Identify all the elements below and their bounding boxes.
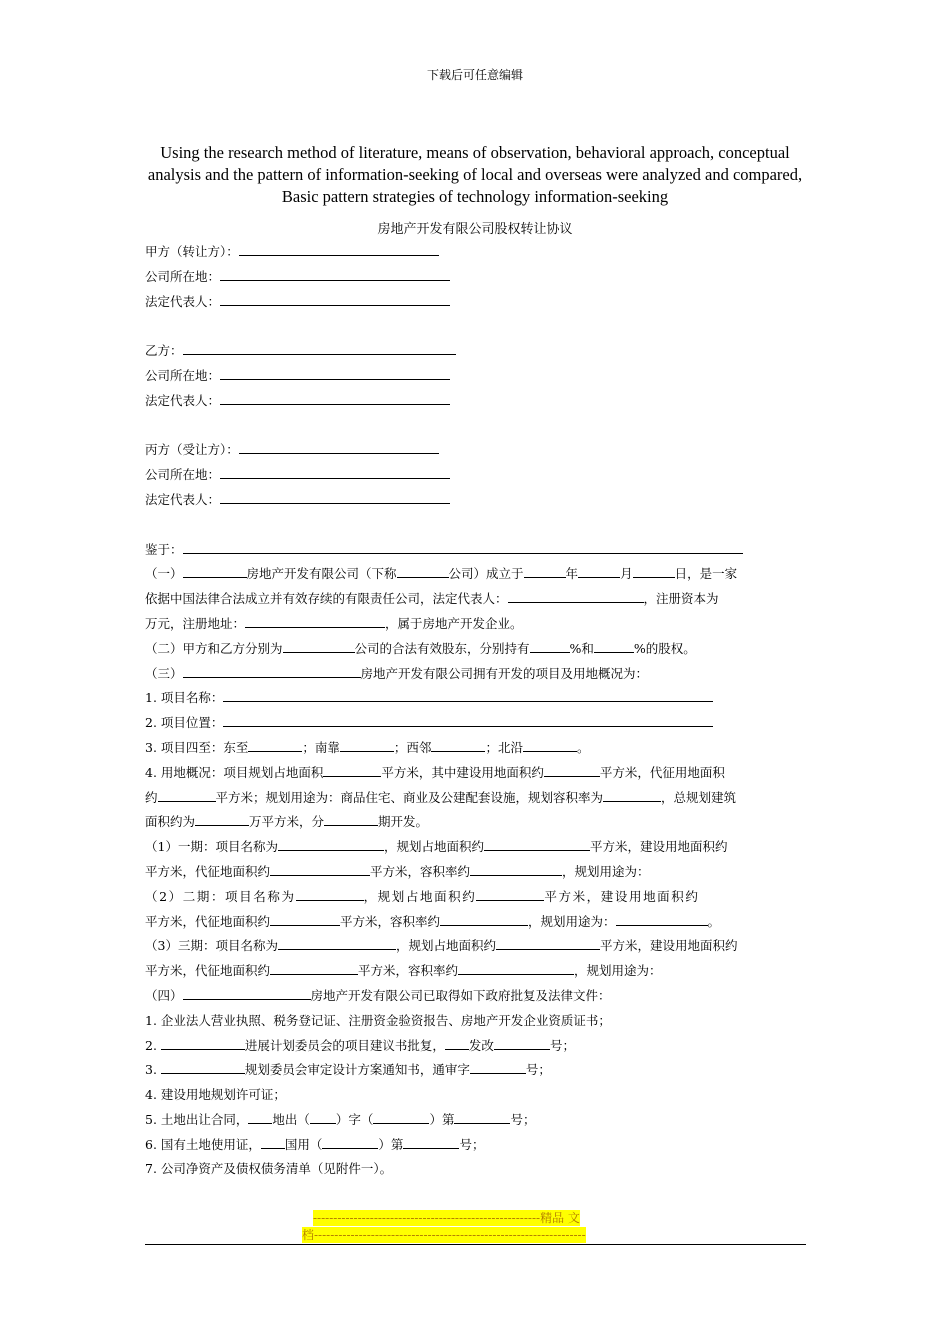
party-a-address-line: 公司所在地：	[145, 265, 805, 290]
phase-1-line-2: 平方米，代征地面积约 平方米，容积率约 ，规划用途为：	[145, 860, 805, 885]
phase-1-line-1: （1）一期：项目名称为 ，规划占地面积约 平方米，建设用地面积约	[145, 835, 805, 860]
party-b-address-line: 公司所在地：	[145, 364, 805, 389]
party-b-rep-line: 法定代表人：	[145, 389, 805, 414]
footer-line-2: 档-------------------------------------------------------------------	[302, 1228, 586, 1242]
party-a-rep-line: 法定代表人：	[145, 290, 805, 315]
clause-1-line-3: 万元，注册地址： ，属于房地产开发企业。	[145, 612, 805, 637]
project-boundaries-line: 3. 项目四至：东至 ；南靠 ；西邻 ；北沿 。	[145, 736, 805, 761]
doc-item-6: 6. 国有土地使用证， 国用（ ）第 号；	[145, 1133, 805, 1158]
phase-2-line-1: （2）二期：项目名称为 ，规划占地面积约 平方米，建设用地面积约	[145, 885, 805, 910]
party-a-line: 甲方（转让方）：	[145, 240, 805, 265]
project-location-line: 2. 项目位置：	[145, 711, 805, 736]
clause-1-line-1: （一） 房地产开发有限公司（下称 公司）成立于 年 月 日，是一家	[145, 562, 805, 587]
party-b-line: 乙方：	[145, 339, 805, 364]
clause-2-line: （二）甲方和乙方分别为 公司的合法有效股东，分别持有 %和 %的股权。	[145, 637, 805, 662]
phase-3-line-2: 平方米，代征地面积约 平方米，容积率约 ，规划用途为：	[145, 959, 805, 984]
doc-item-2: 2. 进展计划委员会的项目建议书批复， 发改 号；	[145, 1034, 805, 1059]
doc-item-1: 1. 企业法人营业执照、税务登记证、注册资金验资报告、房地产开发企业资质证书；	[145, 1012, 611, 1028]
party-c-rep-line: 法定代表人：	[145, 488, 805, 513]
clause-3-line: （三） 房地产开发有限公司拥有开发的项目及用地概况为：	[145, 662, 805, 687]
phase-2-line-2: 平方米，代征地面积约 平方米，容积率约 ，规划用途为： 。	[145, 910, 805, 935]
doc-item-4: 4. 建设用地规划许可证；	[145, 1087, 286, 1103]
project-name-line: 1. 项目名称：	[145, 686, 805, 711]
page-header-note: 下载后可任意编辑	[426, 68, 523, 82]
doc-item-3: 3. 规划委员会审定设计方案通知书，通审字 号；	[145, 1058, 805, 1083]
doc-item-7: 7. 公司净资产及债权债务清单（见附件一）。	[145, 1161, 393, 1177]
doc-item-5: 5. 土地出让合同， 地出（ ）字（ ）第 号；	[145, 1108, 805, 1133]
agreement-body	[145, 240, 805, 1182]
clause-1-line-2: 依据中国法律合法成立并有效存续的有限责任公司，法定代表人： ，注册资本为	[145, 587, 805, 612]
agreement-title: 房地产开发有限公司股权转让协议	[377, 222, 573, 237]
english-abstract-title: Using the research method of literature, means of observation, behavioral approach, conceptual analysis and the pattern of information-seeking of local and overseas were analyzed and compared, Basic pattern strategies of technology information-seeking	[147, 143, 803, 206]
party-c-line: 丙方（受让方）：	[145, 438, 805, 463]
footer-rule	[145, 1244, 806, 1245]
land-overview-line-2: 约 平方米；规划用途为：商品住宅、商业及公建配套设施，规划容积率为 ，总规划建筑	[145, 786, 805, 811]
footer-line-1: --------------------------------------------------------精品 文	[313, 1211, 580, 1225]
whereas-line: 鉴于：	[145, 538, 805, 563]
party-c-address-line: 公司所在地：	[145, 463, 805, 488]
phase-3-line-1: （3）三期：项目名称为 ，规划占地面积约 平方米，建设用地面积约	[145, 934, 805, 959]
clause-4-line: （四） 房地产开发有限公司已取得如下政府批复及法律文件：	[145, 984, 805, 1009]
land-overview-line-3: 面积约为 万平方米，分 期开发。	[145, 810, 805, 835]
land-overview-line-1: 4. 用地概况：项目规划占地面积 平方米，其中建设用地面积约 平方米，代征用地面积	[145, 761, 805, 786]
